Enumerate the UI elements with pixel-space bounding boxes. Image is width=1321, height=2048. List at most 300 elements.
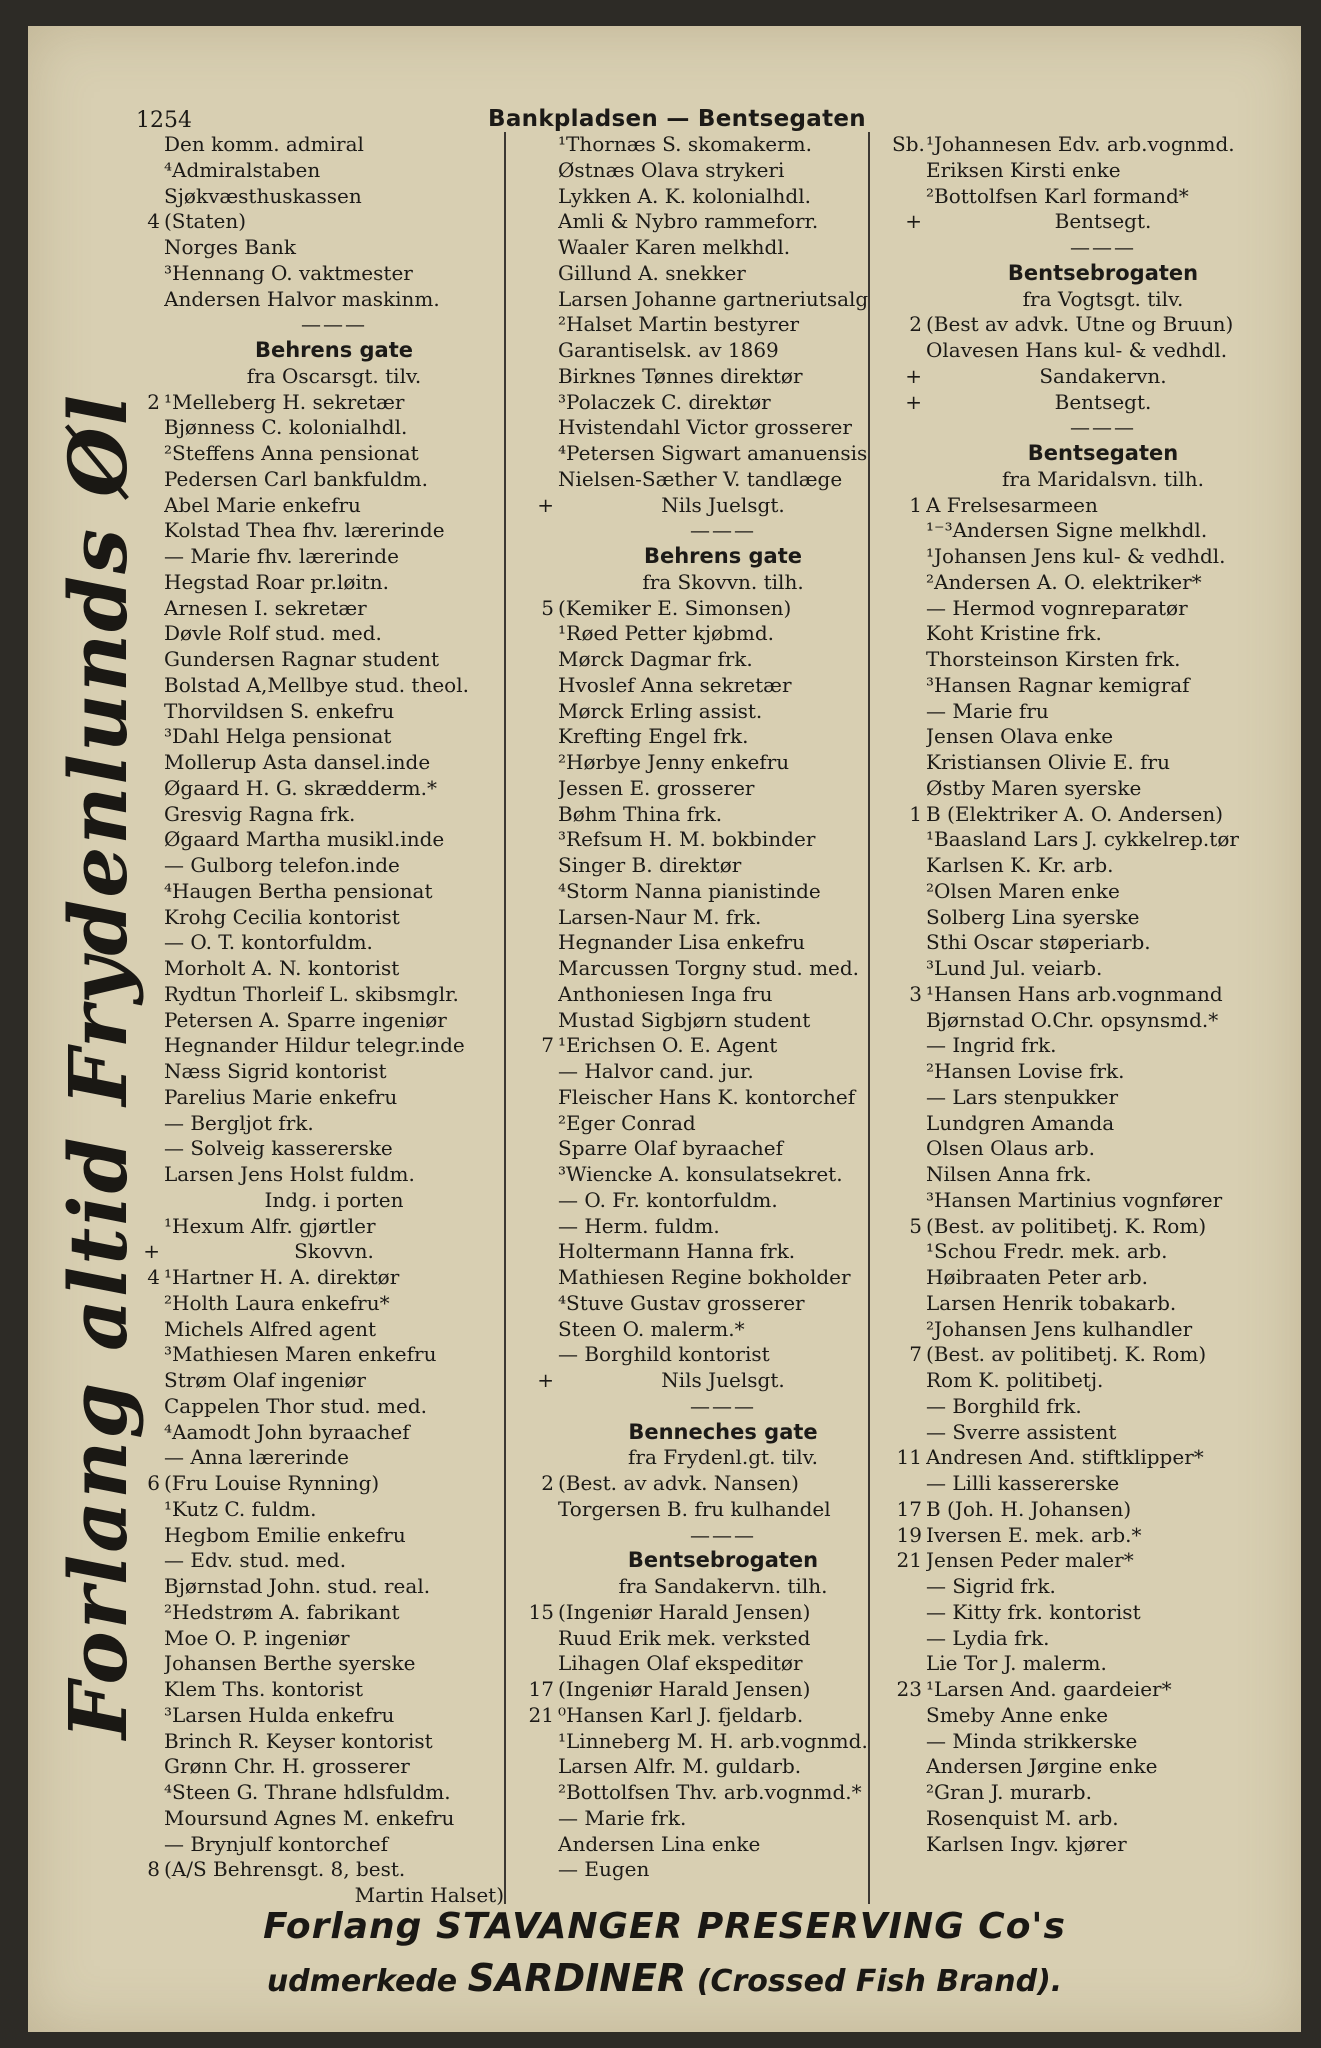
side-advertisement: Forlang altid Frydenlunds Øl: [51, 392, 145, 1740]
directory-entry: [128, 673, 504, 699]
entry-text: ²Halset Martin bestyrer: [558, 312, 800, 337]
house-number: [128, 982, 164, 1008]
house-number: [892, 570, 926, 596]
house-number: [892, 621, 926, 647]
entry-text: ¹Linneberg M. H. arb.vognmd.: [558, 1728, 868, 1753]
house-number: [892, 261, 926, 287]
house-number: [128, 1394, 164, 1420]
house-number: [528, 905, 558, 931]
entry-text: Mørck Dagmar frk.: [558, 647, 753, 671]
entry-text: Mustad Sigbjørn student: [558, 1007, 811, 1032]
bottom-advertisement-line1: Forlang STAVANGER PRESERVING Co's: [263, 1906, 1066, 1947]
directory-entry: [128, 724, 504, 750]
house-number: 15: [528, 1599, 554, 1624]
directory-entry: [128, 1832, 504, 1858]
house-number: [892, 1651, 926, 1677]
entry-text: Øgaard H. G. skrædderm.*: [164, 775, 437, 800]
entry-text: Larsen Jens Holst fuldm.: [164, 1162, 415, 1186]
directory-entry: [892, 776, 1280, 802]
directory-entry: [892, 827, 1280, 853]
entry-text: ———: [301, 312, 367, 337]
house-number: [892, 1574, 926, 1600]
directory-entry: [128, 905, 504, 931]
directory-entry: [528, 802, 888, 828]
entry-text: ³Polaczek C. direktør: [558, 389, 771, 414]
column-divider-1: [504, 132, 506, 1904]
directory-entry: [528, 982, 888, 1008]
entry-text: Solberg Lina syerske: [926, 904, 1140, 929]
house-number: [528, 1548, 558, 1574]
entry-text: Lykken A. K. kolonialhdl.: [558, 183, 811, 208]
directory-entry: [128, 647, 504, 673]
directory-entry: [528, 390, 888, 416]
house-number: [528, 647, 558, 673]
directory-entry: [892, 1059, 1280, 1085]
directory-entry: [892, 905, 1280, 931]
entry-text: ²Olsen Maren enke: [926, 878, 1120, 903]
entry-text: Olsen Olaus arb.: [926, 1136, 1095, 1161]
house-number: 19: [896, 1522, 922, 1547]
directory-entry: [528, 441, 888, 467]
directory-entry: [892, 1265, 1280, 1291]
house-number: [128, 1085, 164, 1111]
entry-text: Martin Halset): [354, 1883, 504, 1907]
directory-entry: [528, 853, 888, 879]
directory-entry: [128, 1729, 504, 1755]
entry-text: fra Sandakervn. tilh.: [618, 1574, 828, 1598]
house-number: [128, 621, 164, 647]
entry-text: fra Vogtsgt. tilv.: [1022, 286, 1184, 311]
entry-text: Thorvildsen S. enkefru: [164, 698, 395, 723]
house-number: [528, 467, 558, 493]
street-heading: [528, 1548, 888, 1574]
entry-text: Jensen Peder maler*: [926, 1548, 1134, 1573]
directory-entry: [892, 1033, 1280, 1059]
house-number: +: [537, 492, 554, 517]
directory-entry: [128, 1136, 504, 1162]
house-number: 2: [147, 389, 160, 414]
entry-text: Mollerup Asta dansel.inde: [164, 750, 431, 774]
page-header: [28, 84, 1301, 133]
entry-text: — Marie fhv. lærerinde: [164, 544, 399, 568]
entry-text: Bentsegaten: [1027, 441, 1179, 465]
directory-entry: [528, 1033, 888, 1059]
house-number: [528, 853, 558, 879]
entry-text: Iversen E. mek. arb.*: [926, 1522, 1142, 1547]
entry-text: ⁴Stuve Gustav grosserer: [558, 1290, 805, 1315]
entry-text: Kristiansen Olivie E. fru: [926, 750, 1170, 774]
directory-entry: [528, 1317, 888, 1343]
house-number: [892, 415, 926, 441]
house-number: [128, 1059, 164, 1085]
entry-text: ¹Baasland Lars J. cykkelrep.tør: [926, 827, 1239, 852]
entry-text: (Best av advk. Utne og Bruun): [926, 312, 1234, 337]
entry-text: — Bergljot frk.: [164, 1110, 314, 1135]
entry-text: Michels Alfred agent: [164, 1316, 377, 1341]
entry-text: Høibraaten Peter arb.: [926, 1265, 1149, 1289]
house-number: [128, 673, 164, 699]
directory-entry: [528, 724, 888, 750]
directory-entry: [892, 802, 1280, 828]
entry-text: ¹Larsen And. gaardeier*: [926, 1677, 1172, 1701]
house-number: [528, 1574, 558, 1600]
entry-text: — Eugen: [558, 1857, 650, 1882]
entry-text: ¹Røed Petter kjøbmd.: [558, 621, 774, 646]
directory-entry: [892, 1600, 1280, 1626]
house-number: [528, 1754, 558, 1780]
entry-text: — Lydia frk.: [926, 1625, 1050, 1650]
directory-entry: [892, 982, 1280, 1008]
house-number: [892, 853, 926, 879]
directory-entry: [528, 1832, 888, 1858]
house-number: [892, 647, 926, 673]
entry-text: Andersen Halvor maskinm.: [164, 286, 440, 311]
entry-text: Rosenquist M. arb.: [926, 1805, 1119, 1830]
entry-text: Skovvn.: [294, 1239, 374, 1264]
entry-text: Petersen A. Sparre ingeniør: [164, 1007, 447, 1032]
house-number: [528, 338, 558, 364]
house-number: [528, 312, 558, 338]
entry-text: Eriksen Kirsti enke: [926, 157, 1121, 182]
column-3: [892, 132, 1280, 1857]
directory-entry: [892, 1471, 1280, 1497]
entry-text: Bentsebrogaten: [1007, 260, 1199, 285]
directory-entry: [128, 235, 504, 261]
house-number: [892, 1085, 926, 1111]
entry-text: ²Bottolfsen Thv. arb.vognmd.*: [558, 1780, 862, 1804]
directory-entry: [128, 1059, 504, 1085]
directory-entry: [528, 596, 888, 622]
directory-entry: [892, 312, 1280, 338]
entry-text: ⁴Admiralstaben: [164, 157, 321, 182]
house-number: 2: [909, 312, 922, 337]
directory-entry: [528, 493, 888, 519]
house-number: [892, 1368, 926, 1394]
directory-entry: [128, 518, 504, 544]
house-number: [128, 235, 164, 261]
directory-entry: [528, 467, 888, 493]
directory-entry: [128, 1445, 504, 1471]
directory-entry: [528, 673, 888, 699]
entry-text: ———: [690, 518, 756, 543]
entry-text: — Borghild kontorist: [558, 1342, 770, 1367]
house-number: [128, 1497, 164, 1523]
directory-entry: [528, 1136, 888, 1162]
directory-entry: [128, 1883, 504, 1909]
house-number: [128, 1291, 164, 1317]
house-number: [528, 1394, 558, 1420]
house-number: [892, 930, 926, 956]
house-number: [128, 1651, 164, 1677]
house-number: [128, 1008, 164, 1034]
entry-text: Morholt A. N. kontorist: [164, 956, 400, 980]
house-number: [128, 827, 164, 853]
house-number: [892, 750, 926, 776]
house-number: [528, 1626, 558, 1652]
entry-text: ———: [690, 1393, 756, 1418]
directory-entry: [892, 1703, 1280, 1729]
entry-text: Behrens gate: [643, 544, 803, 568]
entry-text: ²Holth Laura enkefru*: [164, 1290, 390, 1315]
house-number: [528, 1729, 558, 1755]
house-number: [128, 467, 164, 493]
entry-text: A Frelsesarmeen: [926, 492, 1098, 517]
directory-entry: [892, 956, 1280, 982]
house-number: [528, 209, 558, 235]
directory-entry: [892, 338, 1280, 364]
entry-text: B (Elektriker A. O. Andersen): [926, 801, 1224, 826]
house-number: [128, 930, 164, 956]
directory-entry: [128, 1677, 504, 1703]
directory-entry: [892, 930, 1280, 956]
house-number: [128, 879, 164, 905]
house-number: [128, 724, 164, 750]
entry-text: Sjøkvæsthuskassen: [164, 183, 362, 208]
house-number: [528, 1780, 558, 1806]
entry-text: fra Skovvn. tilh.: [642, 569, 804, 594]
house-number: [892, 287, 926, 313]
house-number: [128, 132, 164, 158]
directory-entry: [892, 673, 1280, 699]
entry-text: Hegstad Roar pr.løitn.: [164, 569, 390, 594]
directory-entry: [528, 1214, 888, 1240]
entry-text: ³Wiencke A. konsulatsekret.: [558, 1162, 843, 1186]
page-number: 1254: [136, 108, 192, 133]
directory-entry: [892, 1394, 1280, 1420]
entry-text: Anthoniesen Inga fru: [558, 981, 773, 1006]
entry-text: ³Dahl Helga pensionat: [164, 724, 392, 749]
house-number: [892, 1033, 926, 1059]
ad-pre-text: udmerkede: [266, 1964, 458, 1999]
entry-text: Grønn Chr. H. grosserer: [164, 1754, 410, 1779]
directory-entry: [892, 544, 1280, 570]
directory-entry: [128, 570, 504, 596]
entry-text: Moursund Agnes M. enkefru: [164, 1805, 455, 1830]
entry-text: Parelius Marie enkefru: [164, 1084, 398, 1109]
column-2: [528, 132, 888, 1883]
house-number: 1: [909, 801, 922, 826]
directory-entry: [128, 930, 504, 956]
entry-text: (Best. av advk. Nansen): [558, 1471, 799, 1495]
directory-entry: [528, 312, 888, 338]
street-heading: [528, 1420, 888, 1446]
entry-text: Larsen Johanne gartneriutsalg: [558, 286, 869, 311]
directory-entry: [128, 1471, 504, 1497]
directory-entry: [528, 1111, 888, 1137]
directory-entry: [528, 287, 888, 313]
house-number: [528, 1832, 558, 1858]
house-number: [528, 982, 558, 1008]
house-number: 21: [528, 1702, 554, 1727]
entry-text: Bentsebrogaten: [627, 1548, 819, 1573]
directory-entry: [128, 184, 504, 210]
entry-text: Sparre Olaf byraachef: [558, 1136, 784, 1161]
house-number: +: [905, 389, 922, 414]
entry-text: ¹Schou Fredr. mek. arb.: [926, 1239, 1168, 1264]
house-number: [528, 1214, 558, 1240]
entry-text: — Borghild frk.: [926, 1393, 1082, 1418]
entry-text: Thorsteinson Kirsten frk.: [926, 647, 1181, 671]
directory-entry: [128, 1265, 504, 1291]
ad-product-name: SARDINER: [467, 1956, 687, 2000]
directory-entry: [528, 1239, 888, 1265]
directory-entry: [892, 1548, 1280, 1574]
directory-entry: [128, 1214, 504, 1240]
house-number: [128, 1317, 164, 1343]
entry-text: Rom K. politibetj.: [926, 1368, 1104, 1392]
house-number: [892, 699, 926, 725]
entry-text: ²Hedstrøm A. fabrikant: [164, 1599, 400, 1624]
directory-entry: [528, 930, 888, 956]
directory-entry: [128, 1368, 504, 1394]
house-number: [528, 570, 558, 596]
house-number: [128, 956, 164, 982]
entry-text: Brinch R. Keyser kontorist: [164, 1728, 433, 1753]
house-number: 5: [541, 595, 554, 620]
street-heading: [892, 261, 1280, 287]
directory-entry: [892, 570, 1280, 596]
entry-text: — Ingrid frk.: [926, 1033, 1057, 1058]
entry-text: Benneches gate: [628, 1419, 818, 1444]
directory-entry: [128, 750, 504, 776]
entry-text: ———: [1070, 415, 1136, 440]
directory-entry: [128, 261, 504, 287]
entry-text: Koht Kristine frk.: [926, 621, 1102, 646]
directory-entry: [128, 1111, 504, 1137]
house-number: [528, 1059, 558, 1085]
entry-text: ³Refsum H. M. bokbinder: [558, 827, 816, 852]
directory-entry: [528, 905, 888, 931]
house-number: 2: [541, 1471, 554, 1495]
bottom-advertisement-line2: [28, 1956, 1301, 2000]
house-number: [528, 544, 558, 570]
directory-entry: [528, 1677, 888, 1703]
entry-text: (Best. av politibetj. K. Rom): [926, 1213, 1207, 1238]
house-number: [528, 1111, 558, 1137]
house-number: 8: [147, 1857, 160, 1882]
entry-text: — Marie fru: [926, 698, 1049, 723]
house-number: [892, 673, 926, 699]
entry-text: ³Lund Jul. veiarb.: [926, 956, 1103, 980]
entry-text: Karlsen K. Kr. arb.: [926, 853, 1114, 877]
directory-entry: [892, 1677, 1280, 1703]
entry-text: — Gulborg telefon.inde: [164, 853, 400, 877]
house-number: [128, 441, 164, 467]
entry-text: Krefting Engel frk.: [558, 724, 749, 749]
entry-text: Bjørnstad O.Chr. opsynsmd.*: [926, 1007, 1219, 1032]
entry-text: — Solveig kassererske: [164, 1136, 393, 1161]
house-number: [528, 1317, 558, 1343]
directory-entry: [128, 776, 504, 802]
house-number: [128, 802, 164, 828]
entry-text: ²Hørbye Jenny enkefru: [558, 750, 790, 774]
directory-entry: [892, 287, 1280, 313]
entry-text: ³Hansen Ragnar kemigraf: [926, 672, 1190, 697]
entry-text: Ruud Erik mek. verksted: [558, 1625, 811, 1650]
entry-text: — Lilli kassererske: [926, 1471, 1120, 1495]
entry-text: — Minda strikkerske: [926, 1728, 1138, 1753]
entry-text: Norges Bank: [164, 235, 296, 259]
entry-text: Bentsegt.: [1054, 389, 1152, 414]
house-number: [892, 1780, 926, 1806]
house-number: 11: [896, 1445, 922, 1470]
entry-text: (Ingeniør Harald Jensen): [558, 1599, 811, 1624]
house-number: [892, 596, 926, 622]
directory-entry: [528, 570, 888, 596]
house-number: [892, 1832, 926, 1858]
entry-text: Nils Juelsgt.: [661, 1368, 785, 1392]
entry-text: Kolstad Thea fhv. lærerinde: [164, 518, 445, 543]
directory-entry: [528, 699, 888, 725]
house-number: [892, 467, 926, 493]
directory-entry: [528, 1806, 888, 1832]
house-number: [528, 956, 558, 982]
directory-entry: [128, 1317, 504, 1343]
entry-text: Andersen Jørgine enke: [926, 1754, 1158, 1779]
entry-text: ²Steffens Anna pensionat: [164, 441, 419, 465]
entry-text: Hegnander Lisa enkefru: [558, 930, 806, 955]
directory-entry: [528, 415, 888, 441]
entry-text: Bentsegt.: [1054, 209, 1152, 234]
house-number: [892, 1162, 926, 1188]
directory-entry: [892, 1420, 1280, 1446]
house-number: [128, 1626, 164, 1652]
house-number: [128, 1806, 164, 1832]
entry-text: Strøm Olaf ingeniør: [164, 1368, 366, 1392]
house-number: [128, 1445, 164, 1471]
entry-text: Torgersen B. fru kulhandel: [558, 1496, 831, 1521]
entry-text: Pedersen Carl bankfuldm.: [164, 466, 429, 491]
house-number: [528, 1291, 558, 1317]
directory-entry: [892, 1317, 1280, 1343]
house-number: [128, 1600, 164, 1626]
directory-entry: [128, 982, 504, 1008]
entry-text: ¹Hexum Alfr. gjørtler: [164, 1213, 376, 1238]
house-number: [528, 158, 558, 184]
house-number: 7: [541, 1033, 554, 1058]
entry-text: Bjørnstad John. stud. real.: [164, 1574, 431, 1598]
directory-entry: [128, 1626, 504, 1652]
house-number: [892, 518, 926, 544]
entry-text: Gresvig Ragna frk.: [164, 801, 356, 826]
directory-entry: [892, 1574, 1280, 1600]
section-separator: [128, 312, 504, 338]
house-number: [892, 879, 926, 905]
directory-entry: [128, 879, 504, 905]
directory-entry: [128, 158, 504, 184]
house-number: [892, 1317, 926, 1343]
house-number: [892, 544, 926, 570]
entry-text: Larsen Henrik tobakarb.: [926, 1290, 1177, 1315]
directory-entry: [528, 1703, 888, 1729]
house-number: [128, 1214, 164, 1240]
house-number: [892, 1111, 926, 1137]
house-number: [128, 287, 164, 313]
directory-entry: [528, 132, 888, 158]
directory-entry: [128, 1188, 504, 1214]
entry-text: (Ingeniør Harald Jensen): [558, 1677, 811, 1701]
house-number: [128, 312, 164, 338]
entry-text: ⁴Aamodt John byraachef: [164, 1419, 410, 1444]
entry-text: ———: [1070, 235, 1136, 259]
house-number: [892, 905, 926, 931]
entry-text: ———: [690, 1522, 756, 1547]
house-number: [528, 287, 558, 313]
entry-text: Nilsen Anna frk.: [926, 1162, 1092, 1186]
directory-entry: [528, 1574, 888, 1600]
house-number: [528, 802, 558, 828]
house-number: [892, 1239, 926, 1265]
